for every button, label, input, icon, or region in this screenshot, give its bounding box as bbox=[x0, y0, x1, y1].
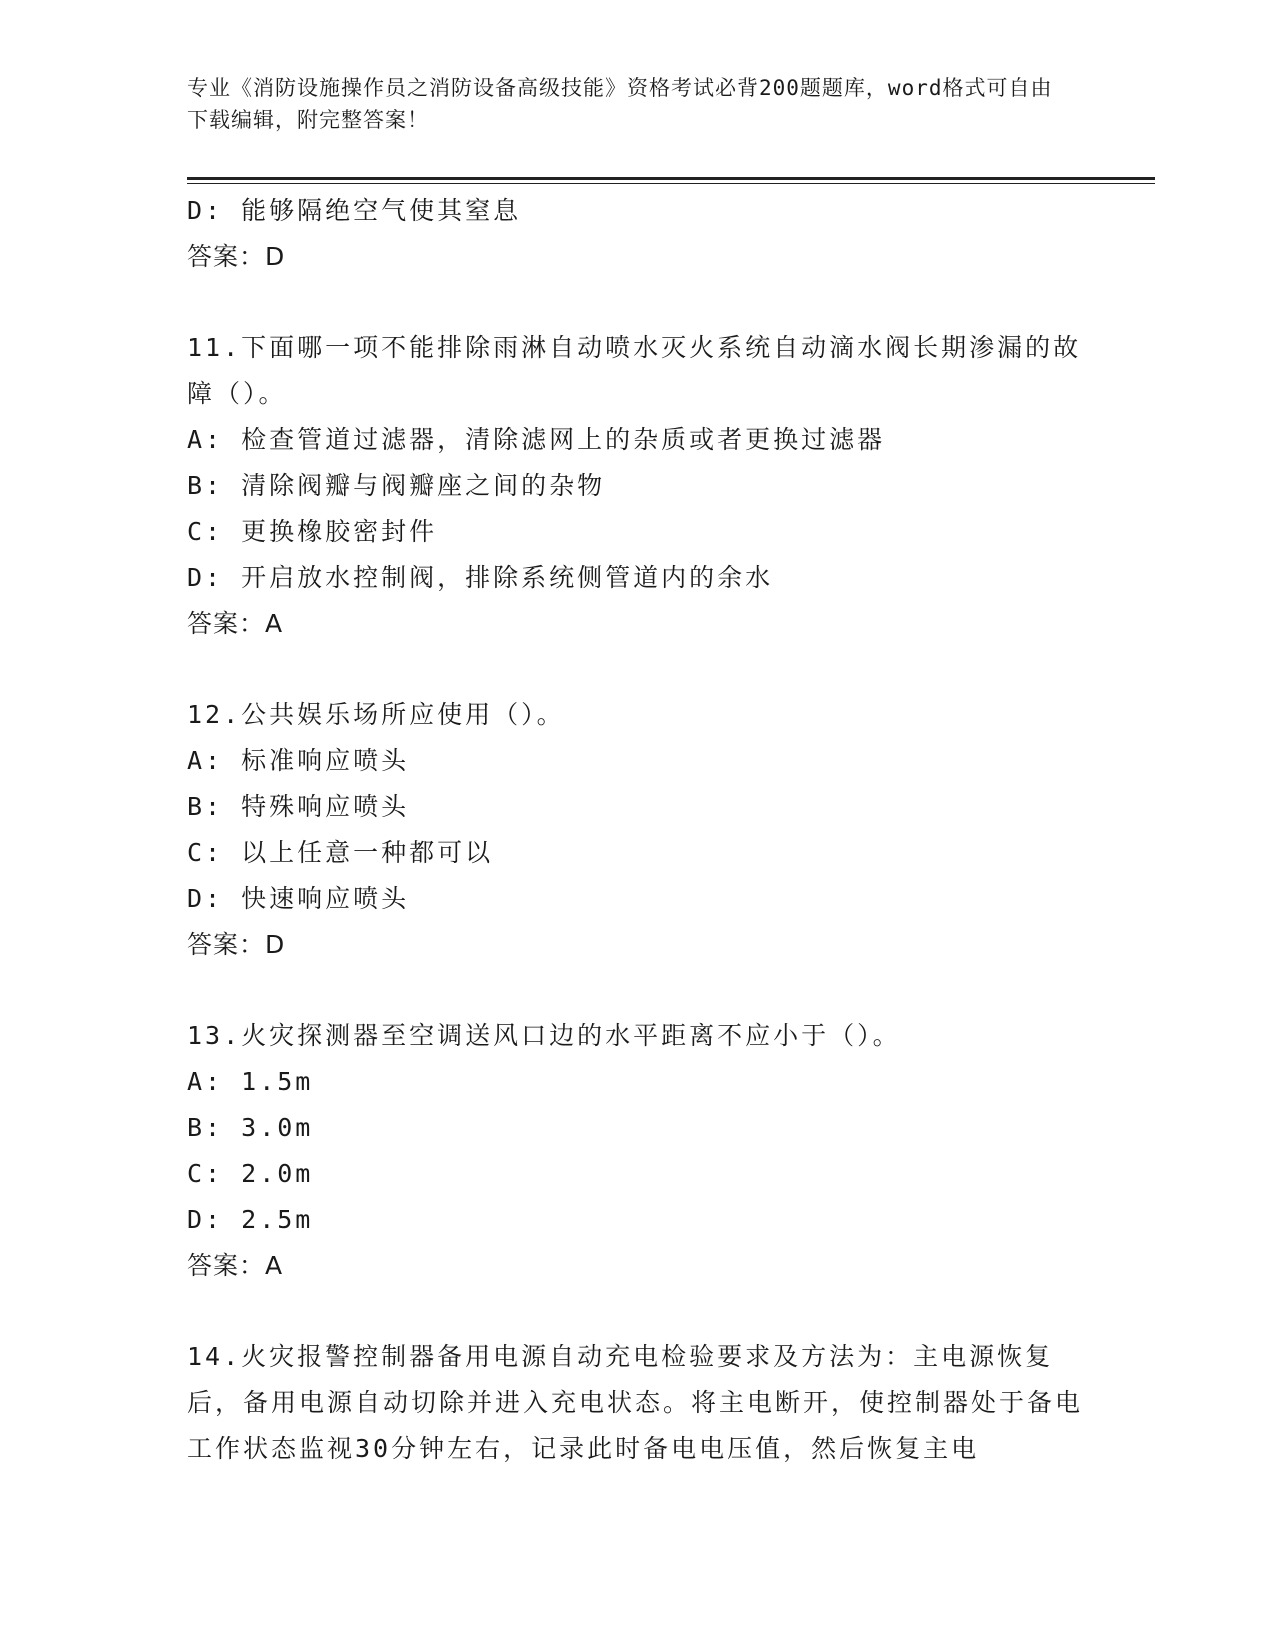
option-c: C: 2.0m bbox=[187, 1159, 314, 1188]
document-header: 专业《消防设施操作员之消防设备高级技能》资格考试必背200题题库，word格式可自由下载编辑，附完整答案！ bbox=[187, 76, 1053, 132]
question-text: 12.公共娱乐场所应使用（）。 bbox=[187, 700, 565, 729]
question-13 bbox=[187, 1013, 1087, 1289]
option-d: D: 开启放水控制阀，排除系统侧管道内的余水 bbox=[187, 563, 774, 592]
answer: 答案：A bbox=[187, 1251, 284, 1280]
question-12 bbox=[187, 692, 1087, 968]
option-c: C: 以上任意一种都可以 bbox=[187, 838, 494, 867]
question-text: 14.火灾报警控制器备用电源自动充电检验要求及方法为：主电源恢复后，备用电源自动切除并进入充电状态。将主电断开，使控制器处于备电工作状态监视30分钟左右，记录此时备电电压值，然后恢复主电 bbox=[187, 1342, 1084, 1463]
option-a: A: 检查管道过滤器，清除滤网上的杂质或者更换过滤器 bbox=[187, 425, 886, 454]
answer: 答案：D bbox=[187, 930, 286, 959]
option-b: B: 3.0m bbox=[187, 1113, 314, 1142]
option-d: D: 2.5m bbox=[187, 1205, 314, 1234]
header-divider-thick bbox=[187, 177, 1155, 180]
question-text: 11.下面哪一项不能排除雨淋自动喷水灭火系统自动滴水阀长期渗漏的故障（）。 bbox=[187, 333, 1082, 408]
option-b: B: 清除阀瓣与阀瓣座之间的杂物 bbox=[187, 471, 606, 500]
prev-option-d: D: 能够隔绝空气使其窒息 bbox=[187, 196, 522, 225]
question-14 bbox=[187, 1334, 1087, 1472]
option-a: A: 1.5m bbox=[187, 1067, 314, 1096]
option-b: B: 特殊响应喷头 bbox=[187, 792, 410, 821]
option-c: C: 更换橡胶密封件 bbox=[187, 517, 438, 546]
option-a: A: 标准响应喷头 bbox=[187, 746, 410, 775]
option-d: D: 快速响应喷头 bbox=[187, 884, 410, 913]
question-11 bbox=[187, 325, 1087, 647]
header-divider-thin bbox=[187, 183, 1155, 184]
answer: 答案：A bbox=[187, 609, 284, 638]
question-text: 13.火灾探测器至空调送风口边的水平距离不应小于（）。 bbox=[187, 1021, 901, 1050]
document-body bbox=[187, 188, 1087, 1472]
prev-answer: 答案：D bbox=[187, 242, 286, 271]
